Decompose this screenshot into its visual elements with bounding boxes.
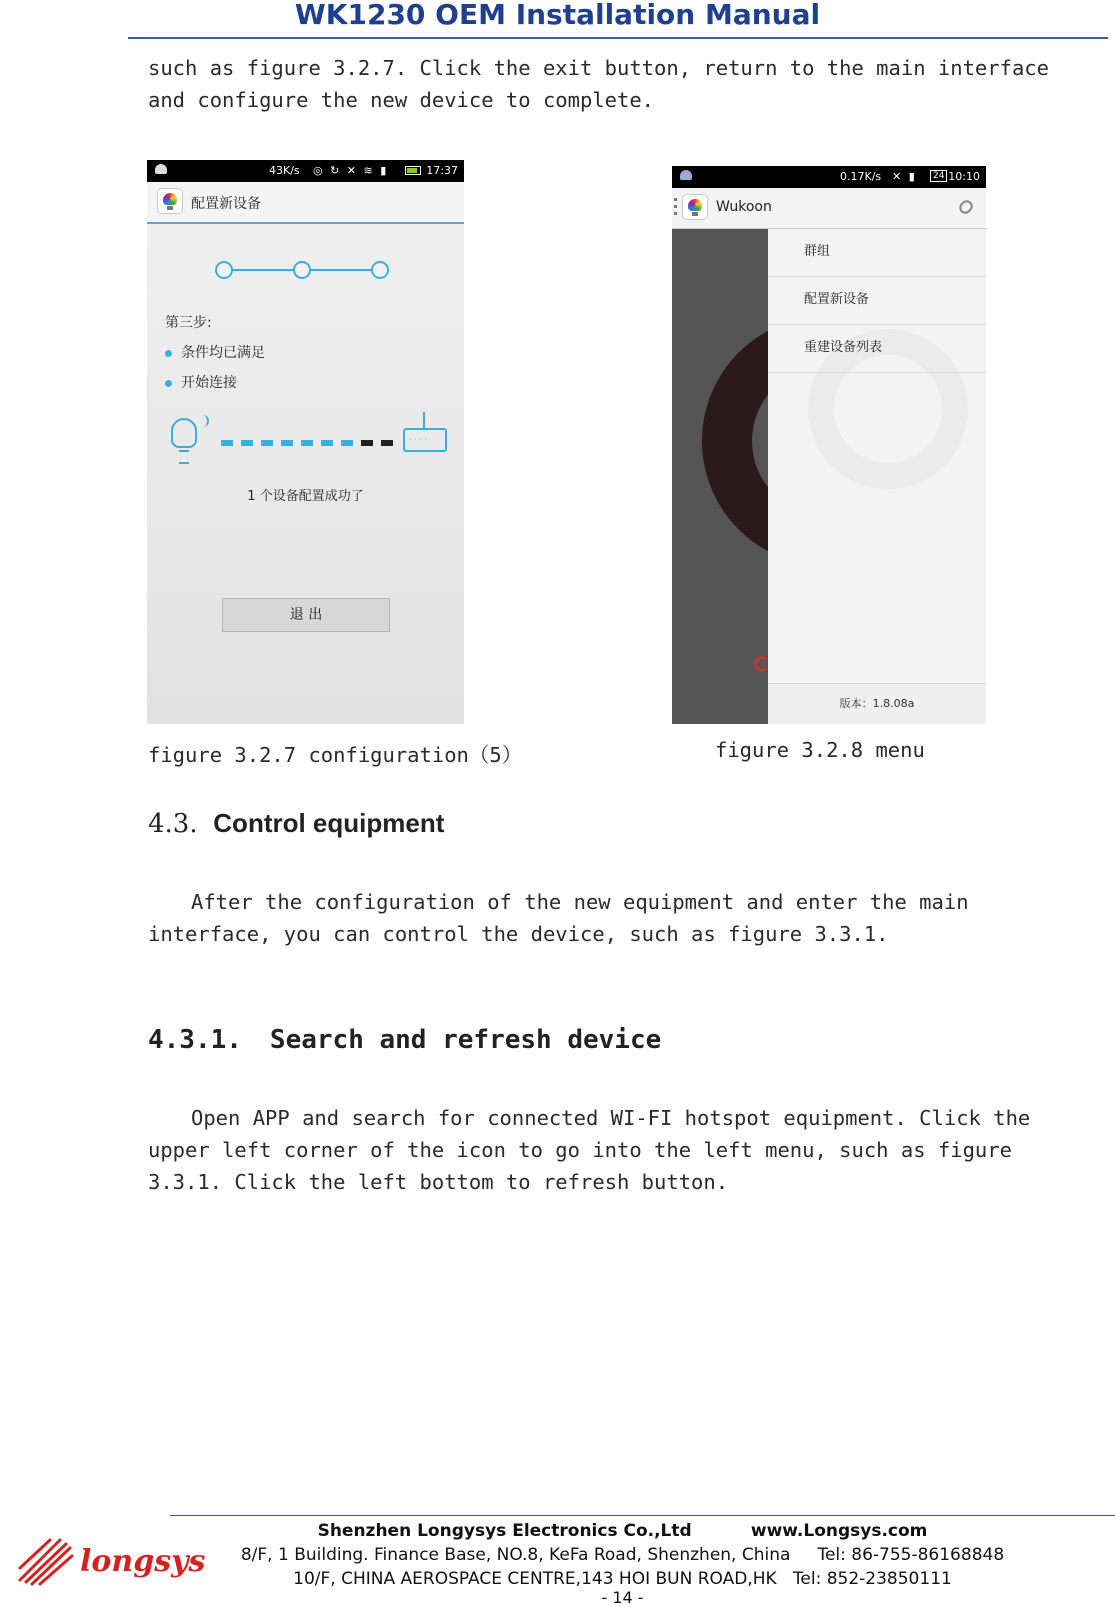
menu-item-groups[interactable]: 群组 (768, 229, 986, 277)
success-message: 1 个设备配置成功了 (247, 489, 364, 504)
notification-icon (680, 170, 692, 180)
step-progress (215, 260, 385, 280)
address-hongkong: 10/F, CHINA AEROSPACE CENTRE,143 HOI BUN ROAD,HK (293, 1569, 777, 1589)
app-logo-icon[interactable] (682, 194, 708, 220)
company-website[interactable]: www.Longsys.com (750, 1521, 928, 1541)
router-icon (403, 428, 447, 452)
battery-icon (405, 166, 421, 175)
lightbulb-icon (171, 418, 197, 448)
menu-item-configure-device[interactable]: 配置新设备 (768, 277, 986, 325)
menu-item-rebuild-list[interactable]: 重建设备列表 (768, 325, 986, 373)
connection-progress (221, 440, 391, 446)
company-name: Shenzhen Longysys Electronics Co.,Ltd (317, 1521, 692, 1541)
version-label: 版本：1.8.08a (768, 683, 986, 724)
footer-company-line (150, 1519, 1095, 1543)
page-number: - 14 - (601, 1588, 644, 1607)
status-icons: ◎ ↻ ✕ ≋ ▮ (313, 164, 389, 177)
app-bar (672, 188, 986, 229)
intro-paragraph: such as figure 3.2.7. Click the exit button, return to the main interface and configure the new device to complete. (148, 56, 1049, 112)
signal-icon (199, 415, 209, 427)
subsection-heading (148, 1025, 661, 1055)
status-badge: 24 (930, 170, 947, 182)
bullet-icon (165, 350, 172, 357)
network-speed: 0.17K/s (840, 170, 882, 183)
network-speed: 43K/s (269, 164, 300, 177)
section-number: 4.3. (148, 809, 198, 839)
side-menu (768, 229, 986, 724)
status-bar (672, 166, 986, 188)
header-divider (128, 37, 1108, 39)
longsys-logo-icon (16, 1534, 74, 1586)
bullet-icon (165, 380, 172, 387)
app-title: 配置新设备 (191, 196, 261, 212)
step-item (165, 372, 237, 392)
body-paragraph: Open APP and search for connected WI-FI hotspot equipment. Click the upper left corner of the icon to go into the left menu, such as figure 3.3.1. Click the left bottom to refresh button. (148, 1106, 1031, 1194)
step-dot (215, 261, 233, 279)
section-heading (148, 808, 444, 839)
menu-icon[interactable] (674, 198, 677, 216)
app-logo-icon[interactable] (157, 188, 183, 214)
body-paragraph: After the configuration of the new equipment and enter the main interface, you can control the device, such as figure 3.3.1. (148, 890, 969, 946)
link-icon[interactable] (957, 198, 975, 216)
step-item-label: 条件均已满足 (181, 345, 265, 361)
document-title: WK1230 OEM Installation Manual (294, 0, 821, 31)
app-title: Wukoon (716, 199, 772, 215)
tel-shenzhen: Tel: 86-755-86168848 (817, 1545, 1005, 1565)
footer-address-line (150, 1543, 1095, 1567)
logo-wordmark: longsys (80, 1544, 206, 1579)
step-dot (293, 261, 311, 279)
status-bar (147, 160, 464, 182)
subsection-number: 4.3.1. (148, 1025, 242, 1055)
step-dot (371, 261, 389, 279)
android-icon (155, 164, 167, 174)
status-time: 17:37 (426, 164, 458, 177)
subsection-title: Search and refresh device (269, 1025, 662, 1055)
screenshot-configuration (147, 160, 464, 724)
figure-caption: figure 3.2.8 menu (715, 738, 925, 762)
screenshot-menu (672, 166, 986, 724)
footer-divider (170, 1515, 1115, 1516)
step-item (165, 342, 265, 362)
step-heading: 第三步: (165, 315, 212, 331)
address-shenzhen: 8/F, 1 Building. Finance Base, NO.8, KeFa Road, Shenzhen, China (240, 1545, 791, 1565)
status-time: 10:10 (948, 170, 980, 183)
tel-hongkong: Tel: 852-23850111 (792, 1569, 952, 1589)
figure-caption: figure 3.2.7 configuration（5） (148, 743, 523, 767)
app-bar (147, 182, 464, 224)
step-item-label: 开始连接 (181, 375, 237, 391)
exit-button[interactable]: 退 出 (222, 598, 390, 632)
section-title: Control equipment (213, 808, 445, 838)
status-icons: ✕ ▮ (892, 170, 917, 183)
